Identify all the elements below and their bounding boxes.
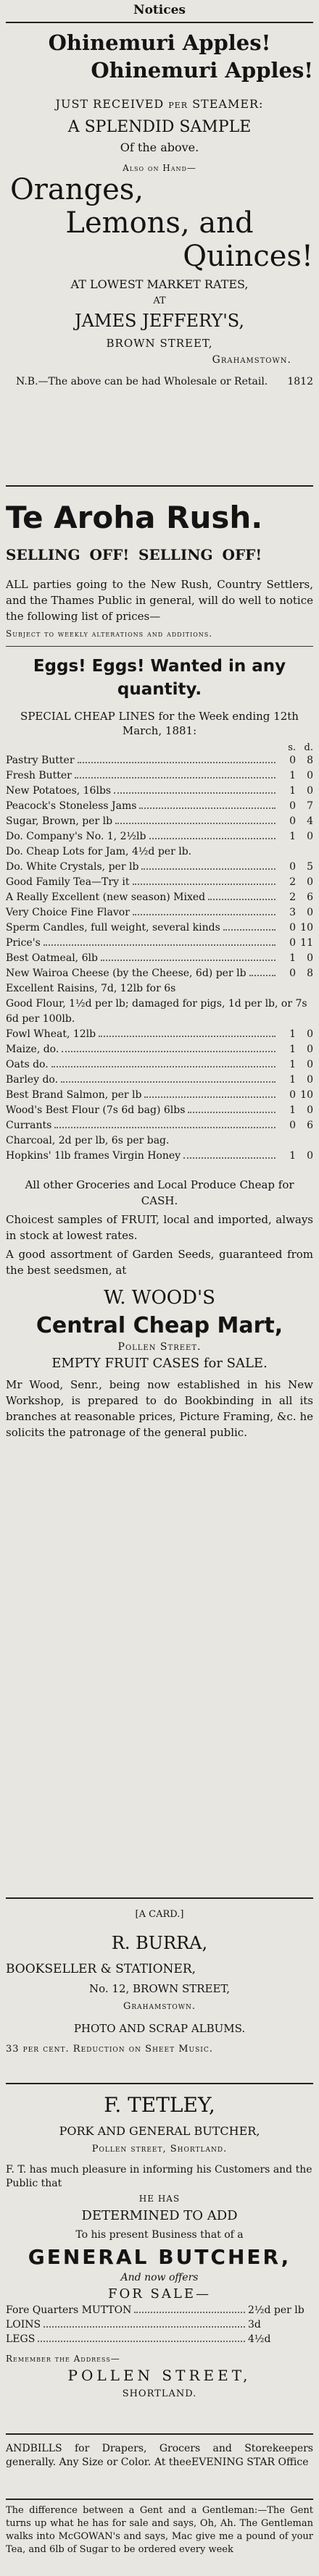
- ad-headline: Te Aroha Rush.: [6, 500, 263, 535]
- footnote-text: N.B.—The above can be had Wholesale or Retail.: [16, 376, 268, 387]
- leader-dots: [99, 1028, 276, 1037]
- price-row: [6, 875, 313, 890]
- price-list: [6, 753, 313, 1164]
- ad-text: BOOKSELLER & STATIONER,: [6, 1962, 196, 1976]
- divider: [6, 2433, 313, 2435]
- item-label: Currants: [6, 1120, 52, 1131]
- item-pence: 10: [300, 922, 313, 934]
- ad-text: PORK AND GENERAL BUTCHER,: [59, 2124, 260, 2138]
- ad-text: A SPLENDID SAMPLE: [67, 118, 252, 136]
- ad-handbills: [6, 2442, 313, 2470]
- leader-dots: [208, 891, 276, 900]
- item-shillings: 0: [289, 815, 296, 827]
- ad-text: SELLING OFF! SELLING OFF!: [6, 546, 262, 563]
- col-pence: d.: [304, 742, 313, 753]
- item-shillings: 1: [289, 1028, 296, 1040]
- price-row: [6, 844, 313, 860]
- section-header: [6, 3, 313, 17]
- ad-text: The difference between a Gent and a Gentleman:—The Gent turns up what he has for sale and says, Oh, Ah. The Gentleman walks into McGOWAN's and says, Mac give me a pound of your Tea, and 6lb of Sugar to be ordered every week: [6, 2505, 313, 2555]
- item-label: Do. Company's No. 1, 2½lb: [6, 831, 146, 842]
- leader-dots: [141, 861, 276, 870]
- ad-text: JUST RECEIVED per STEAMER:: [55, 97, 264, 111]
- ad-headline: Lemons, and: [65, 206, 254, 240]
- price-row: [6, 966, 313, 981]
- price-row: [6, 829, 313, 844]
- ad-headline: Oranges,: [10, 173, 144, 206]
- price-row: [6, 1149, 313, 1164]
- ad-subtext: Subject to weekly alterations and additions.: [6, 629, 213, 639]
- item-label: LEGS: [6, 2333, 36, 2345]
- item-pence: 0: [307, 1028, 313, 1040]
- item-label: Charcoal, 2d per lb, 6s per bag.: [6, 1135, 170, 1146]
- price-row: [6, 951, 313, 966]
- item-pence: 10: [300, 1089, 313, 1101]
- item-pence: 8: [307, 755, 313, 766]
- ad-text: ANDBILLS for Drapers, Grocers and Storekeepers generally. Any Size or Color. At theeEVENING STAR Office: [6, 2443, 313, 2468]
- price-row: [6, 860, 313, 875]
- price-row: [6, 1073, 313, 1088]
- leader-dots: [61, 1074, 276, 1083]
- ad-headline: GENERAL BUTCHER,: [28, 2245, 291, 2269]
- item-label: Best Brand Salmon, per lb: [6, 1089, 142, 1101]
- price-row: [6, 1103, 313, 1118]
- item-label: Sugar, Brown, per lb: [6, 815, 113, 827]
- item-shillings: 0: [289, 1120, 296, 1131]
- price-row: [6, 905, 313, 920]
- leader-dots: [139, 800, 276, 809]
- item-label: A Really Excellent (new season) Mixed: [6, 891, 206, 903]
- item-pence: 4: [307, 815, 313, 827]
- ad-text: Also on Hand—: [123, 163, 196, 173]
- item-label: Fresh Butter: [6, 770, 72, 781]
- item-label: LOINS: [6, 2319, 41, 2330]
- price-row: [6, 920, 313, 936]
- ad-headline: Ohinemuri Apples!: [48, 30, 271, 55]
- item-shillings: 0: [289, 1089, 296, 1101]
- item-shillings: 3: [289, 907, 296, 918]
- leader-dots: [75, 770, 276, 779]
- divider: [6, 485, 313, 487]
- item-label: Do. Cheap Lots for Jam, 4½d per lb.: [6, 846, 192, 857]
- ad-headline: Central Cheap Mart,: [36, 1313, 283, 1338]
- price-row: [6, 2303, 313, 2317]
- leader-dots: [62, 1044, 276, 1052]
- ad-text: All other Groceries and Local Produce Cheap for CASH.: [25, 1178, 294, 1207]
- item-shillings: 0: [289, 937, 296, 949]
- ad-address: Pollen Street.: [117, 1341, 202, 1353]
- leader-dots: [149, 831, 276, 839]
- leader-dots: [115, 815, 276, 824]
- ad-town: Grahamstown.: [123, 2001, 196, 2012]
- item-label: Price's: [6, 937, 41, 949]
- item-label: Sperm Candles, full weight, several kinds: [6, 922, 220, 934]
- leader-dots: [44, 2319, 245, 2328]
- item-label: Fowl Wheat, 12lb: [6, 1028, 96, 1040]
- ad-text: DETERMINED TO ADD: [81, 2208, 238, 2223]
- leader-dots: [51, 1059, 276, 1067]
- price-row: [6, 1088, 313, 1103]
- item-shillings: 1: [289, 952, 296, 964]
- ad-merchant-name: JAMES JEFFERY'S,: [74, 311, 245, 331]
- price-row: [6, 1042, 313, 1057]
- leader-dots: [223, 922, 276, 931]
- item-label: Good Flour, 1½d per lb; damaged for pigs, 1d per lb, or 7s 6d per 100lb.: [6, 998, 307, 1025]
- price-row: [6, 890, 313, 905]
- price-row: [6, 1118, 313, 1133]
- item-label: Best Oatmeal, 6lb: [6, 952, 98, 964]
- item-label: Wood's Best Flour (7s 6d bag) 6lbs: [6, 1104, 186, 1116]
- item-shillings: 1: [289, 831, 296, 842]
- ad-headline: Ohinemuri Apples!: [91, 58, 313, 83]
- ad-text: Remember the Address—: [6, 2354, 120, 2364]
- item-pence: 0: [307, 1074, 313, 1086]
- divider: [6, 1897, 313, 1899]
- item-shillings: 1: [289, 1104, 296, 1116]
- leader-dots: [188, 1104, 276, 1113]
- leader-dots: [144, 1089, 276, 1098]
- divider: [6, 646, 313, 647]
- item-label: Maize, do.: [6, 1044, 59, 1055]
- item-pence: 0: [307, 785, 313, 797]
- item-pence: 7: [307, 800, 313, 812]
- item-shillings: 2: [289, 876, 296, 888]
- item-pence: 11: [300, 937, 313, 949]
- item-label: New Potatoes, 16lbs: [6, 785, 112, 797]
- leader-dots: [54, 1120, 276, 1128]
- leader-dots: [101, 952, 276, 961]
- item-label: Very Choice Fine Flavor: [6, 907, 130, 918]
- divider: [6, 2499, 313, 2500]
- item-shillings: 1: [289, 1150, 296, 1162]
- item-label: New Wairoa Cheese (by the Cheese, 6d) per lb: [6, 968, 246, 979]
- item-label: Oats do.: [6, 1059, 49, 1070]
- ad-address: No. 12, BROWN STREET,: [88, 1982, 231, 1995]
- leader-dots: [249, 968, 276, 976]
- ad-text: Choicest samples of FRUIT, local and imported, always in stock at lowest rates.: [6, 1213, 313, 1242]
- leader-dots: [114, 785, 276, 794]
- divider: [6, 22, 313, 23]
- item-pence: 0: [307, 1104, 313, 1116]
- leader-dots: [134, 2304, 245, 2313]
- item-label: Hopkins' 1lb frames Virgin Honey: [6, 1150, 181, 1162]
- ad-footnote: [6, 374, 313, 389]
- price-row: [6, 2332, 313, 2346]
- ad-text: To his present Business that of a: [75, 2229, 244, 2241]
- ad-town: Grahamstown.: [212, 354, 291, 366]
- price-row: [6, 1133, 313, 1149]
- ad-burra: [6, 1909, 313, 2055]
- item-pence: 0: [307, 876, 313, 888]
- item-shillings: 0: [289, 755, 296, 766]
- ad-apples: [6, 29, 313, 389]
- item-shillings: 0: [289, 800, 296, 812]
- item-pence: 0: [307, 1059, 313, 1070]
- col-shillings: s.: [288, 742, 296, 753]
- item-shillings: 1: [289, 1074, 296, 1086]
- item-shillings: 0: [289, 922, 296, 934]
- ad-text: AT: [153, 295, 166, 306]
- leader-dots: [44, 937, 276, 946]
- ad-text: Mr Wood, Senr., being now established in his New Workshop, is prepared to do Bookbinding in all its branches at reasonable prices, Picture Framing, &c. he solicits the patronage of the general public.: [6, 1378, 313, 1439]
- ad-address: Pollen street, Shortland.: [91, 2144, 228, 2155]
- item-shillings: 1: [289, 1059, 296, 1070]
- price-row: [6, 1057, 313, 1073]
- item-label: Fore Quarters MUTTON: [6, 2304, 132, 2316]
- item-label: Good Family Tea—Try it: [6, 876, 130, 888]
- item-shillings: 1: [289, 785, 296, 797]
- item-pence: 0: [307, 1150, 313, 1162]
- ad-text: PHOTO AND SCRAP ALBUMS.: [73, 2022, 246, 2035]
- item-price: 4½d: [248, 2333, 271, 2345]
- leader-dots: [183, 1150, 276, 1159]
- leader-dots: [133, 876, 276, 885]
- item-pence: 0: [307, 831, 313, 842]
- item-price: 3d: [248, 2319, 261, 2330]
- ad-address: BROWN STREET,: [106, 337, 213, 350]
- item-label: Do. White Crystals, per lb: [6, 861, 139, 873]
- ad-mcgowan: [6, 2504, 313, 2556]
- item-shillings: 2: [289, 891, 296, 903]
- ad-text: EMPTY FRUIT CASES for SALE.: [51, 1356, 268, 1371]
- price-row: [6, 997, 313, 1027]
- ad-merchant-name: R. BURRA,: [111, 1933, 208, 1953]
- leader-dots: [133, 907, 276, 915]
- leader-dots: [78, 755, 276, 763]
- ad-headline: Eggs! Eggs! Wanted in any: [33, 657, 286, 676]
- price-column-header: [6, 742, 313, 753]
- divider: [6, 2083, 313, 2084]
- item-pence: 8: [307, 968, 313, 979]
- leader-dots: [38, 2333, 245, 2342]
- price-row: [6, 768, 313, 784]
- ad-text: Of the above.: [120, 140, 199, 154]
- item-shillings: 0: [289, 861, 296, 873]
- ad-text: HE HAS: [138, 2194, 181, 2204]
- ad-card-label: [A CARD.]: [135, 1909, 184, 1920]
- ad-text: AT LOWEST MARKET RATES,: [70, 277, 249, 291]
- item-label: Pastry Butter: [6, 755, 75, 766]
- ad-intro: F. T. has much pleasure in informing his Customers and the Public that: [6, 2164, 312, 2189]
- ad-merchant-name: W. WOOD'S: [104, 1287, 215, 1309]
- ad-text: And now offers: [120, 2272, 199, 2283]
- ad-headline: Quinces!: [183, 240, 313, 273]
- price-row: [6, 2317, 313, 2332]
- item-shillings: 1: [289, 1044, 296, 1055]
- price-row: [6, 753, 313, 768]
- ad-number: 1812: [287, 376, 313, 387]
- item-price: 2½d per lb: [248, 2304, 304, 2316]
- ad-address: POLLEN STREET,: [67, 2367, 252, 2384]
- item-pence: 0: [307, 1044, 313, 1055]
- item-pence: 6: [307, 1120, 313, 1131]
- item-shillings: 0: [289, 968, 296, 979]
- price-row: [6, 784, 313, 799]
- item-pence: 0: [307, 907, 313, 918]
- price-row: [6, 936, 313, 951]
- item-pence: 0: [307, 952, 313, 964]
- ad-tetley: [6, 2093, 313, 2399]
- ad-te-aroha: [6, 500, 313, 1440]
- ad-text: 33 per cent. Reduction on Sheet Music.: [6, 2044, 213, 2055]
- price-list: [6, 2303, 313, 2346]
- ad-headline: quantity.: [117, 680, 202, 699]
- ad-merchant-name: F. TETLEY,: [104, 2093, 215, 2117]
- price-row: [6, 981, 313, 997]
- price-row: [6, 814, 313, 829]
- item-pence: 0: [307, 770, 313, 781]
- ad-text: A good assortment of Garden Seeds, guaranteed from the best seedsmen, at: [6, 1248, 313, 1277]
- item-pence: 6: [307, 891, 313, 903]
- ad-text: FOR SALE—: [108, 2286, 211, 2302]
- ad-town: SHORTLAND.: [122, 2388, 197, 2399]
- ad-text: SPECIAL CHEAP LINES for the Week ending 12th March, 1881:: [20, 710, 299, 737]
- item-label: Peacock's Stoneless Jams: [6, 800, 137, 812]
- ad-intro: ALL parties going to the New Rush, Country Settlers, and the Thames Public in general, will do well to notice the following list of prices—: [6, 578, 313, 623]
- section-title: Notices: [133, 3, 186, 17]
- price-row: [6, 799, 313, 814]
- item-label: Barley do.: [6, 1074, 59, 1086]
- item-shillings: 1: [289, 770, 296, 781]
- item-label: Excellent Raisins, 7d, 12lb for 6s: [6, 983, 176, 994]
- price-row: [6, 1027, 313, 1042]
- item-pence: 5: [307, 861, 313, 873]
